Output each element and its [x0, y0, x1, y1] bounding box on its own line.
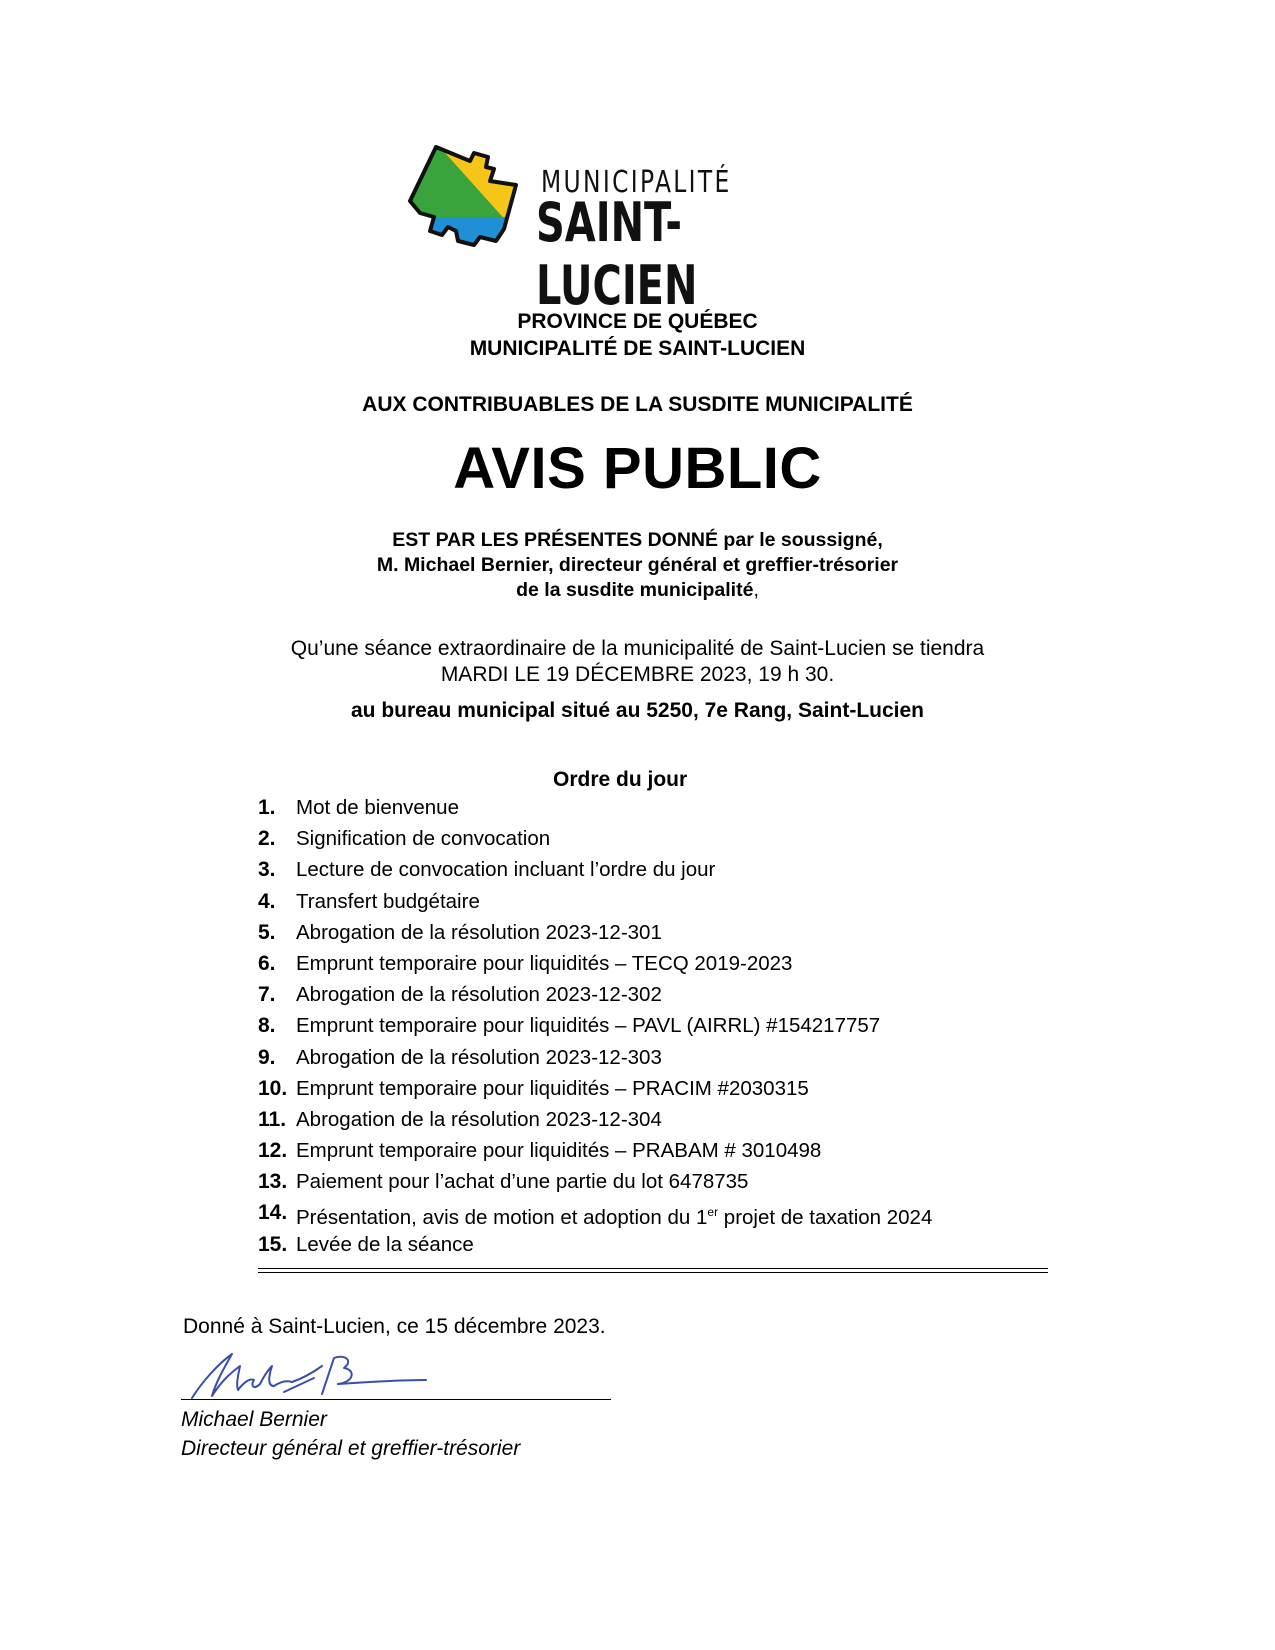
signer-name: Michael Bernier: [181, 1408, 327, 1431]
given-date: Donné à Saint-Lucien, ce 15 décembre 2023.: [183, 1315, 606, 1338]
signer-block: [181, 1405, 520, 1463]
agenda-item: 14. Présentation, avis de motion et adoption du 1er projet de taxation 2024: [258, 1201, 933, 1230]
agenda-title: Ordre du jour: [553, 768, 688, 791]
agenda-item: 2. Signification de convocation: [258, 827, 551, 851]
municipality-heading: MUNICIPALITÉ DE SAINT-LUCIEN: [469, 337, 806, 360]
intro-line3: de la susdite municipalité: [516, 579, 754, 601]
agenda-item: 5. Abrogation de la résolution 2023-12-301: [258, 920, 662, 944]
meeting-date: MARDI LE 19 DÉCEMBRE 2023, 19 h 30.: [440, 663, 835, 686]
logo-main-text: SAINT-LUCIEN: [536, 191, 698, 317]
intro-line2: M. Michael Bernier, directeur général et greffier-trésorier: [376, 554, 899, 576]
signature-line: [181, 1399, 611, 1400]
agenda-item: 8. Emprunt temporaire pour liquidités – PAVL (AIRRL) #154217757: [258, 1014, 881, 1038]
header-block: [0, 308, 1275, 362]
agenda-item: 1. Mot de bienvenue: [258, 796, 459, 819]
agenda-divider-top: [258, 1268, 1048, 1269]
province-heading: PROVINCE DE QUÉBEC: [517, 310, 758, 333]
municipality-logo: [408, 145, 828, 317]
signature-icon: [188, 1352, 438, 1402]
agenda-item: 10. Emprunt temporaire pour liquidités – PRACIM #2030315: [258, 1076, 809, 1100]
intro-line1-rest: par le soussigné,: [718, 529, 883, 551]
agenda-list: [258, 792, 1048, 1260]
signer-title: Directeur général et greffier-trésorier: [181, 1437, 521, 1460]
logo-top-text: MUNICIPALITÉ: [541, 165, 732, 200]
agenda-item: 4. Transfert budgétaire: [258, 889, 480, 913]
meeting-announcement: [0, 636, 1275, 688]
meeting-line1: Qu’une séance extraordinaire de la municipalité de Saint-Lucien se tiendra: [290, 637, 985, 660]
addressees-heading: AUX CONTRIBUABLES DE LA SUSDITE MUNICIPALITÉ: [362, 393, 913, 416]
agenda-item: 6. Emprunt temporaire pour liquidités – TECQ 2019-2023: [258, 951, 793, 975]
agenda-divider-bottom: [258, 1272, 1048, 1273]
intro-paragraph: [0, 528, 1275, 603]
agenda-item: 13. Paiement pour l’achat d’une partie du lot 6478735: [258, 1170, 749, 1194]
agenda-item: 12. Emprunt temporaire pour liquidités – PRABAM # 3010498: [258, 1139, 822, 1163]
meeting-location: au bureau municipal situé au 5250, 7e Rang, Saint-Lucien: [351, 699, 924, 722]
agenda-item: 15. Levée de la séance: [258, 1232, 474, 1256]
page-title: AVIS PUBLIC: [453, 436, 822, 501]
agenda-item: 3. Lecture de convocation incluant l’ordre du jour: [258, 858, 716, 882]
intro-bold-lead: EST PAR LES PRÉSENTES DONNÉ: [392, 529, 719, 551]
agenda-item: 9. Abrogation de la résolution 2023-12-303: [258, 1045, 662, 1069]
agenda-item: 11. Abrogation de la résolution 2023-12-304: [258, 1107, 662, 1131]
saint-lucien-map-icon: [408, 145, 528, 255]
agenda-item: 7. Abrogation de la résolution 2023-12-302: [258, 983, 662, 1007]
intro-line3-end: ,: [753, 579, 759, 601]
